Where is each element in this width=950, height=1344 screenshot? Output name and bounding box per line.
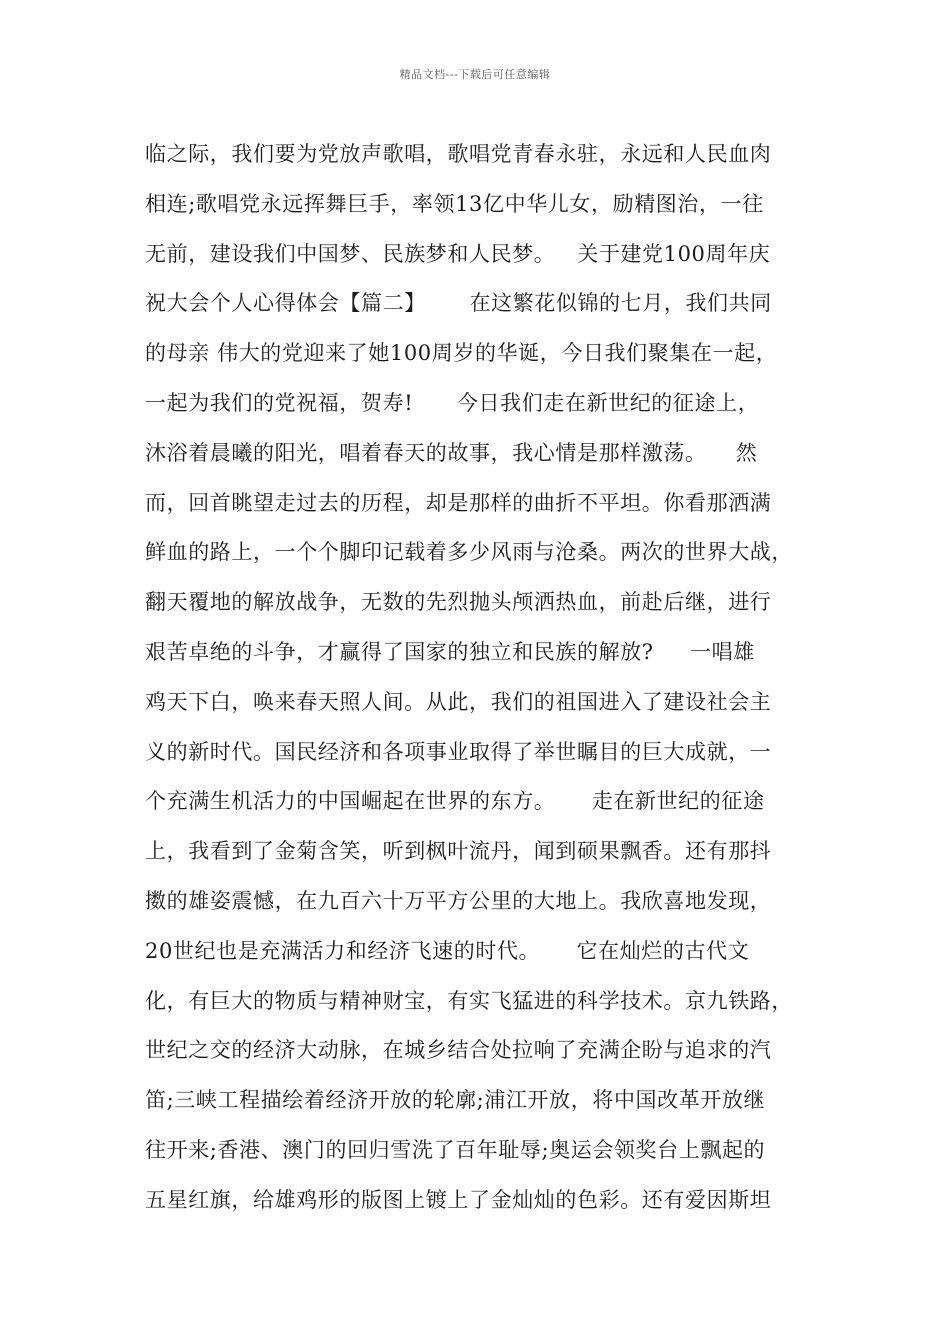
text-line: 翻天覆地的解放战争，无数的先烈抛头颅洒热血，前赴后继，进行 (145, 590, 772, 615)
text-line: 世纪之交的经济大动脉，在城乡结合处拉响了充满企盼与追求的汽 (145, 1038, 772, 1063)
page-header: 精品文档---下载后可任意编辑 (399, 68, 551, 81)
text-line: 而，回首眺望走过去的历程，却是那样的曲折不平坦。你看那洒满 (145, 490, 772, 515)
text-line: 个充满生机活力的中国崛起在世界的东方。 走在新世纪的征途 (145, 789, 765, 814)
text-line: 无前，建设我们中国梦、民族梦和人民梦。 关于建党100周年庆 (145, 241, 771, 266)
text-line: 相连;歌唱党永远挥舞巨手，率领13亿中华儿女，励精图治，一往 (145, 191, 764, 216)
text-line: 一起为我们的党祝福，贺寿! 今日我们走在新世纪的征途上， (145, 390, 760, 415)
text-line: 五星红旗，给雄鸡形的版图上镀上了金灿灿的色彩。还有爱因斯坦 (145, 1187, 772, 1212)
text-line: 鲜血的路上，一个个脚印记载着多少风雨与沧桑。两次的世界大战， (145, 540, 793, 565)
body-text (145, 130, 815, 1226)
text-line: 艰苦卓绝的斗争，才赢得了国家的独立和民族的解放? 一唱雄 (145, 639, 755, 664)
text-line: 笛;三峡工程描绘着经济开放的轮廓;浦江开放，将中国改革开放继 (145, 1088, 766, 1113)
text-line: 20世纪也是充满活力和经济飞速的时代。 它在灿烂的古代文 (145, 938, 750, 963)
text-line: 祝大会个人心得体会【篇二】 在这繁花似锦的七月，我们共同 (145, 291, 772, 316)
text-line: 沐浴着晨曦的阳光，唱着春天的故事，我心情是那样激荡。 然 (145, 440, 758, 465)
text-line: 义的新时代。国民经济和各项事业取得了举世瞩目的巨大成就，一 (145, 739, 772, 764)
text-line: 鸡天下白，唤来春天照人间。从此，我们的祖国进入了建设社会主 (145, 689, 772, 714)
text-line: 往开来;香港、澳门的回归雪洗了百年耻辱;奥运会领奖台上飘起的 (145, 1137, 766, 1162)
text-line: 的母亲 伟大的党迎来了她100周岁的华诞，今日我们聚集在一起， (145, 341, 778, 366)
text-line: 化，有巨大的物质与精神财宝，有实飞猛进的科学技术。京九铁路， (145, 988, 793, 1013)
text-line: 上，我看到了金菊含笑，听到枫叶流丹，闻到硕果飘香。还有那抖 (145, 839, 772, 864)
text-line: 临之际，我们要为党放声歌唱，歌唱党青春永驻，永远和人民血肉 (145, 142, 772, 166)
text-line: 擞的雄姿震憾，在九百六十万平方公里的大地上。我欣喜地发现， (145, 888, 772, 913)
